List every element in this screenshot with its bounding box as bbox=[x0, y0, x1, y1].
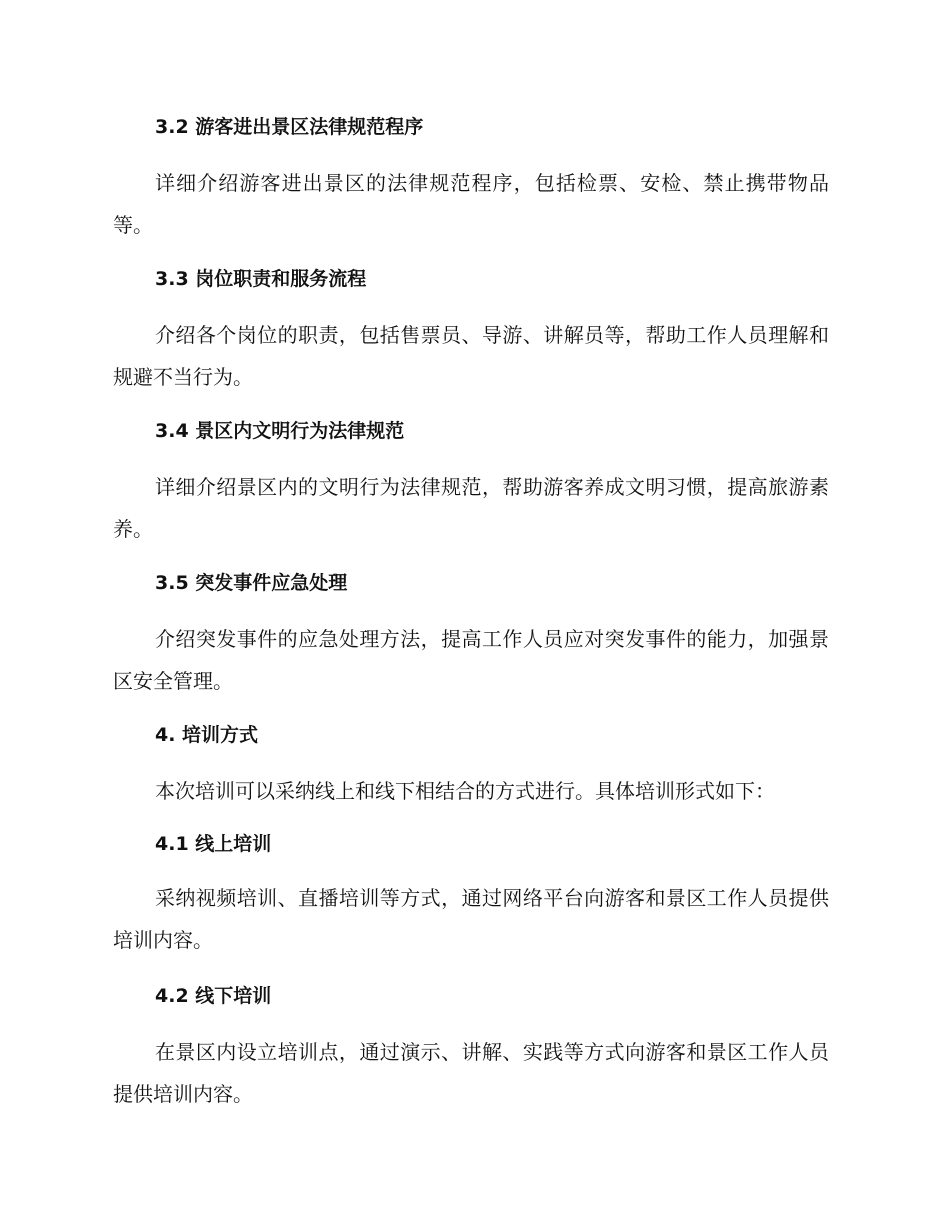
section-paragraph-4: 本次培训可以采纳线上和线下相结合的方式进行。具体培训形式如下： bbox=[155, 779, 775, 803]
section-paragraph-4-1: 采纳视频培训、直播培训等方式，通过网络平台向游客和景区工作人员提供培训内容。 bbox=[113, 886, 829, 952]
section-heading-4-2: 4.2 线下培训 bbox=[155, 985, 272, 1007]
section-heading-3-5: 3.5 突发事件应急处理 bbox=[155, 572, 348, 594]
section-heading-3-2: 3.2 游客进出景区法律规范程序 bbox=[155, 116, 424, 138]
section-paragraph-4-2: 在景区内设立培训点，通过演示、讲解、实践等方式向游客和景区工作人员提供培训内容。 bbox=[113, 1040, 829, 1106]
section-paragraph-3-5: 介绍突发事件的应急处理方法，提高工作人员应对突发事件的能力，加强景区安全管理。 bbox=[113, 627, 829, 693]
section-heading-3-3: 3.3 岗位职责和服务流程 bbox=[155, 268, 367, 290]
section-paragraph-3-3: 介绍各个岗位的职责，包括售票员、导游、讲解员等，帮助工作人员理解和规避不当行为。 bbox=[113, 323, 829, 389]
section-paragraph-3-2: 详细介绍游客进出景区的法律规范程序，包括检票、安检、禁止携带物品等。 bbox=[113, 171, 829, 237]
section-heading-3-4: 3.4 景区内文明行为法律规范 bbox=[155, 420, 405, 442]
section-heading-4: 4. 培训方式 bbox=[155, 724, 259, 746]
section-paragraph-3-4: 详细介绍景区内的文明行为法律规范，帮助游客养成文明习惯，提高旅游素养。 bbox=[113, 475, 829, 541]
section-heading-4-1: 4.1 线上培训 bbox=[155, 833, 272, 855]
